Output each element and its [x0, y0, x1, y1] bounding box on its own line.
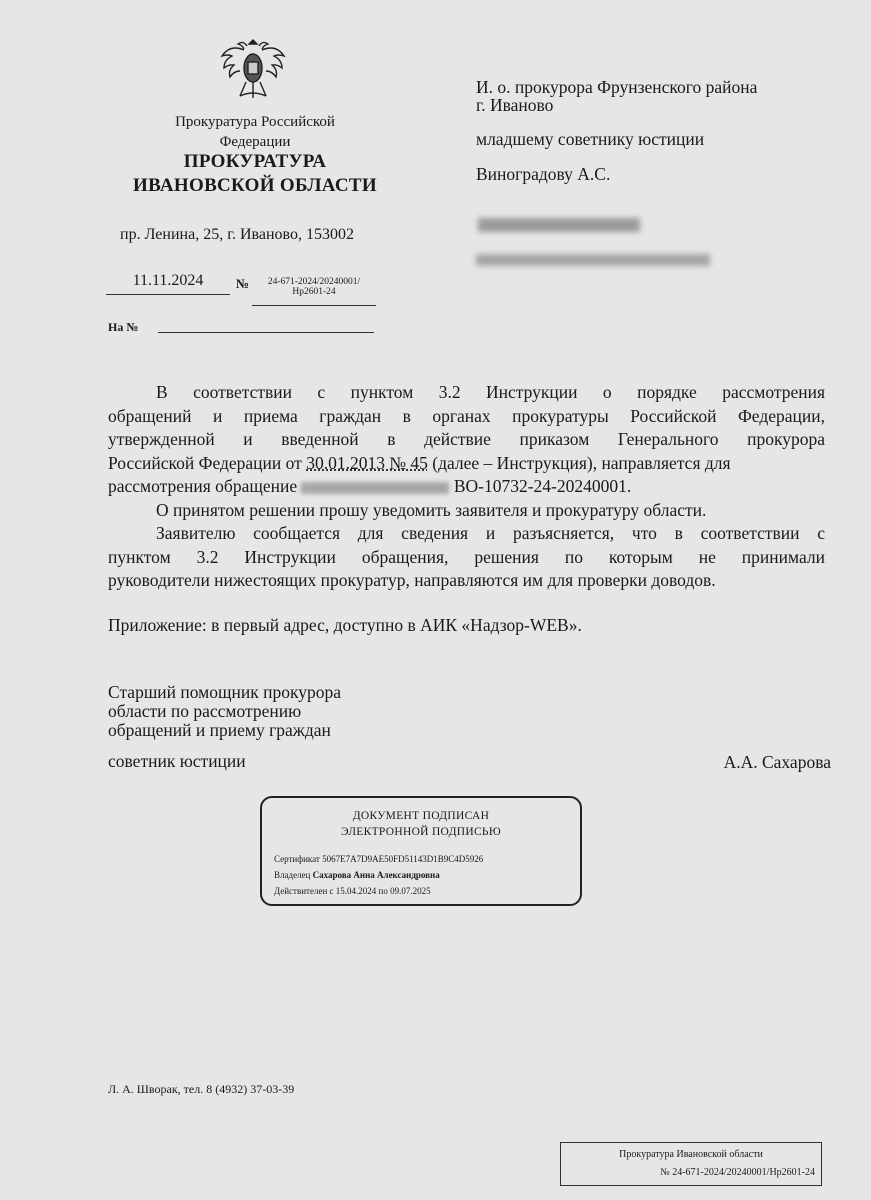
redacted-block: [301, 482, 449, 494]
stamp-owner: [274, 870, 440, 880]
signer-position-line1: Старший помощник прокурора: [108, 682, 341, 702]
owner-label: Владелец: [274, 870, 311, 880]
org-small-line1: Прокуратура Российской: [175, 114, 335, 130]
body-text-fragment: (далее – Инструкция), направляется для: [432, 452, 731, 473]
registration-org: Прокуратура Ивановской области: [619, 1149, 763, 1160]
body-text-fragment: Российской Федерации от: [108, 452, 302, 473]
redacted-block: [478, 218, 640, 232]
stamp-title-line1: ДОКУМЕНТ ПОДПИСАН: [352, 810, 490, 822]
attachment-note: Приложение: в первый адрес, доступно в АИК «Надзор-WEB».: [108, 615, 582, 635]
org-name-big: [100, 150, 410, 198]
appeal-number: ВО-10732-24-20240001.: [453, 476, 632, 496]
body-line: [108, 452, 825, 476]
signer-position-line2: области по рассмотрению: [108, 701, 302, 721]
signer-rank: советник юстиции: [108, 751, 246, 771]
org-address: пр. Ленина, 25, г. Иваново, 153002: [120, 226, 354, 243]
signer-position-line3: обращений и приему граждан: [108, 720, 331, 740]
body-paragraph-2: О принятом решении прошу уведомить заявителя и прокуратуру области.: [156, 499, 707, 520]
org-name-small: [130, 112, 380, 152]
order-reference: 30.01.2013 № 45: [306, 452, 428, 473]
registration-box: [560, 1142, 822, 1186]
signer-position: [108, 683, 341, 740]
redacted-block: [476, 254, 710, 266]
body-line: Заявителю сообщается для сведения и разъясняется, что в соответствии с: [156, 523, 825, 543]
valid-to: 09.07.2025: [390, 886, 431, 896]
valid-from: 15.04.2024: [335, 886, 377, 896]
recipient-line2: г. Иваново: [476, 95, 554, 115]
body-line: утвержденной и введенной в действие приказом Генерального прокурора: [108, 429, 825, 449]
signer-name: А.А. Сахарова: [723, 752, 831, 772]
number-sign: №: [236, 276, 250, 291]
recipient-line3: младшему советнику юстиции: [476, 129, 705, 149]
document-date: 11.11.2024: [106, 272, 230, 295]
certificate-label: Сертификат: [274, 854, 320, 864]
stamp-title-line2: ЭЛЕКТРОННОЙ ПОДПИСЬЮ: [341, 826, 501, 838]
registration-number: № 24-671-2024/20240001/Нр2601-24: [660, 1167, 815, 1178]
body-paragraph-1: [108, 381, 825, 593]
recipient-line4: Виноградову А.С.: [476, 164, 611, 184]
electronic-signature-stamp: [260, 796, 582, 906]
valid-to-label: по: [378, 886, 388, 896]
recipient-line1: И. о. прокурора Фрунзенского района: [476, 77, 758, 97]
org-big-line1: ПРОКУРАТУРА: [183, 151, 327, 172]
executor-contact: Л. А. Шворак, тел. 8 (4932) 37-03-39: [108, 1082, 295, 1096]
body-line: руководители нижестоящих прокуратур, направляются им для проверки доводов.: [108, 570, 716, 590]
body-line: пунктом 3.2 Инструкции обращения, решения по которым не принимали: [108, 546, 825, 567]
owner-value: Сахарова Анна Александровна: [312, 870, 440, 880]
reference-line: [158, 332, 374, 333]
stamp-certificate: [274, 854, 483, 864]
body-text-fragment: рассмотрения обращение: [108, 476, 298, 496]
reference-label: На №: [108, 320, 139, 334]
body-line: обращений и приема граждан в органах прокуратуры Российской Федерации,: [108, 405, 825, 426]
body-line: В соответствии с пунктом 3.2 Инструкции о порядке рассмотрения: [156, 382, 825, 402]
certificate-value: 5067E7A7D9AE50FD51143D1B9C4D5926: [322, 854, 484, 864]
coat-of-arms-emblem: [218, 34, 288, 104]
document-number: 24-671-2024/20240001/Нр2601-24: [252, 277, 376, 306]
body-line: [108, 475, 825, 499]
valid-label: Действителен с: [274, 886, 334, 896]
org-small-line2: Федерации: [219, 134, 291, 150]
stamp-validity: [274, 886, 431, 896]
org-big-line2: ИВАНОВСКОЙ ОБЛАСТИ: [133, 175, 377, 196]
